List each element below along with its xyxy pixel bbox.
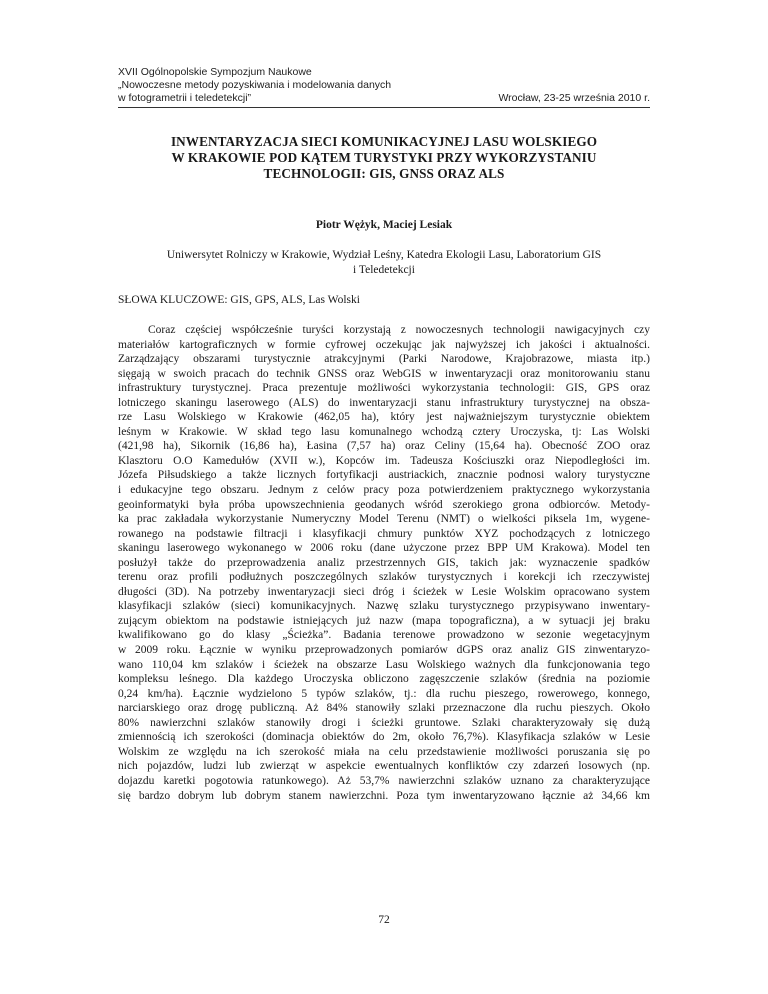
abstract-line: geoinformatyki była próba upowszechnienia geodanych wśród szerokiego grona odbiorców. Metody- (118, 498, 650, 511)
abstract-line: lotniczego skaningu laserowego (ALS) do inwentaryzacji stanu infrastruktury turystycznej na obsza- (118, 396, 650, 409)
abstract-line: nich pojazdów, ludzi lub zwierząt w aspekcie ewentualnych konfliktów czy zdarzeń losowych (np. (118, 760, 650, 773)
abstract-line: Zarządzający obszarami turystycznie atrakcyjnymi (Parki Narodowe, Krajobrazowe, miasta itp.) (118, 353, 650, 366)
abstract-line: posłużył także do przeprowadzenia analiz przestrzennych GIS, takich jak: wyznaczenie spadków (118, 556, 650, 569)
abstract-line: rowanego na podstawie filtracji i klasyfikacji chmury punktów XYZ pochodzących z lotniczego (118, 527, 650, 540)
title-line: INWENTARYZACJA SIECI KOMUNIKACYJNEJ LASU WOLSKIEGO (170, 134, 598, 149)
abstract-line: ka prac zakładała wykorzystanie Numeryczny Model Terenu (NMT) o wielkości piksela 1m, wygene- (118, 513, 650, 526)
abstract-line: skaningu laserowego wykonanego w 2006 roku (dane użyczone przez BPP UM Krakowa). Model ten (118, 542, 650, 555)
abstract-line: 80% nawierzchni szlaków stanowiły drogi i ścieżki gruntowe. Szlaki charakteryzowały się dużą (118, 716, 650, 729)
title-line: TECHNOLOGII: GIS, GNSS ORAZ ALS (263, 166, 505, 181)
abstract-line: Klasztoru O.O Kamedułów (XVII w.), Kopców im. Tadeusza Kościuszki oraz Niepodległości im. (118, 454, 650, 467)
abstract-line: się bardzo dobrym lub dobrym stanem nawierzchni. Poza tym inwentaryzowano łącznie aż 34,66 km (118, 789, 650, 802)
abstract-line: rze Lasu Wolskiego w Krakowie (462,05 ha), który jest najważniejszym turystycznie obiektem (118, 411, 650, 424)
abstract-line: wano 110,04 km szlaków i ścieżek na obszarze Lasu Wolskiego ważnych dla funkcjonowania tego (118, 658, 650, 671)
abstract-body (118, 323, 650, 803)
conference-location-date: Wrocław, 23-25 września 2010 r. (498, 92, 650, 104)
abstract-line: Wolskim ze względu na ich szerokość miała na celu przedstawienie możliwości poruszania się po (118, 745, 650, 758)
abstract-line: leśnym w Krakowie. W skład tego lasu komunalnego wchodzą cztery Uroczyska, tj: Las Wolski (118, 425, 650, 438)
abstract-line: Józefa Piłsudskiego a także licznych fortyfikacji austriackich, znacznie podnosi walory turystyczne (118, 469, 650, 482)
abstract-line: terenu oraz profili podłużnych poszczególnych szlaków turystycznych i korekcji ich rzeczywistej (118, 571, 650, 584)
abstract-line: infrastruktury turystycznej. Praca prezentuje możliwości wykorzystania technologii: GIS, GPS oraz (118, 382, 650, 395)
paper-authors: Piotr Wężyk, Maciej Lesiak (315, 219, 453, 231)
abstract-line: kwalifikowano go do klasy „Ścieżka”. Badania terenowe prowadzono w sezonie wegetacyjnym (118, 629, 650, 642)
abstract-line: dojazdu karetki pogotowia ratunkowego). Aż 53,7% nawierzchni szlaków uznano za charakteryzujące (118, 774, 650, 787)
abstract-line: materiałów kartograficznych w formie cyfrowej oczekując jak najwyższej ich jakości i aktualności. (118, 338, 650, 351)
conference-header (118, 66, 650, 105)
abstract-line: klasyfikacji szlaków (sieci) komunikacyjnych. Nazwę szlaku turystycznego przypisywano inwentary- (118, 600, 650, 613)
header-line: w fotogrametrii i teledetekcji” (118, 92, 252, 104)
affiliation-line: Uniwersytet Rolniczy w Krakowie, Wydział Leśny, Katedra Ekologii Lasu, Laboratorium GIS (166, 249, 602, 261)
abstract-line: kompleksu leśnego. Dla każdego Uroczyska obliczono zagęszczenie szlaków (średnia na poziomie (118, 673, 650, 686)
abstract-line: i edukacyjne tego obszaru. Jednym z celów pracy poza potwierdzeniem praktycznego wykorzystania (118, 484, 650, 497)
affiliation-line: i Teledetekcji (353, 263, 415, 276)
header-divider (118, 107, 650, 108)
abstract-line: sięgają w swoich pracach do technik GNSS oraz WebGIS w inwentaryzacji oraz monitorowaniu stanu (118, 367, 650, 380)
author-affiliation (118, 248, 650, 277)
abstract-line: w 2009 roku. Łącznie w wyniku przeprowadzonych pomiarów dGPS oraz analiz GIS zinwentaryzo- (118, 644, 650, 657)
abstract-line: długości (3D). Na potrzeby inwentaryzacji sieci dróg i ścieżek w Lesie Wolskim opracowano system (118, 585, 650, 598)
abstract-line: narciarskiego oraz drogę publiczną. Aż 84% stanowiły szlaki przeznaczone dla ruchu pieszych. Około (118, 702, 650, 715)
header-line: „Nowoczesne metody pozyskiwania i modelowania danych (118, 79, 392, 91)
paper-title (118, 134, 650, 182)
title-line: W KRAKOWIE POD KĄTEM TURYSTYKI PRZY WYKORZYSTANIU (171, 150, 597, 165)
abstract-line: (421,98 ha), Sikornik (16,86 ha), Łasina (7,57 ha) oraz Celiny (15,64 ha). Obecność ZOO oraz (118, 440, 650, 453)
page-number: 72 (378, 914, 390, 926)
abstract-line: zującym obiektom na podstawie istniejących już nazw (mapa topograficzna), a w sytuacji jej braku (118, 614, 650, 627)
abstract-line: zmiennością ich szerokości (dominacja obiektów do 2m, około 76,7%). Klasyfikacja szlaków w Lesie (118, 731, 650, 744)
header-line: XVII Ogólnopolskie Sympozjum Naukowe (118, 66, 312, 78)
abstract-line: Coraz częściej współcześnie turyści korzystają z nowoczesnych technologii nawigacyjnych czy (148, 324, 650, 336)
keywords: SŁOWA KLUCZOWE: GIS, GPS, ALS, Las Wolski (118, 294, 360, 306)
abstract-line: 0,24 km/ha). Łącznie wydzielono 5 typów szlaków, tj.: dla ruchu pieszego, rowerowego, konnego, (118, 687, 650, 700)
